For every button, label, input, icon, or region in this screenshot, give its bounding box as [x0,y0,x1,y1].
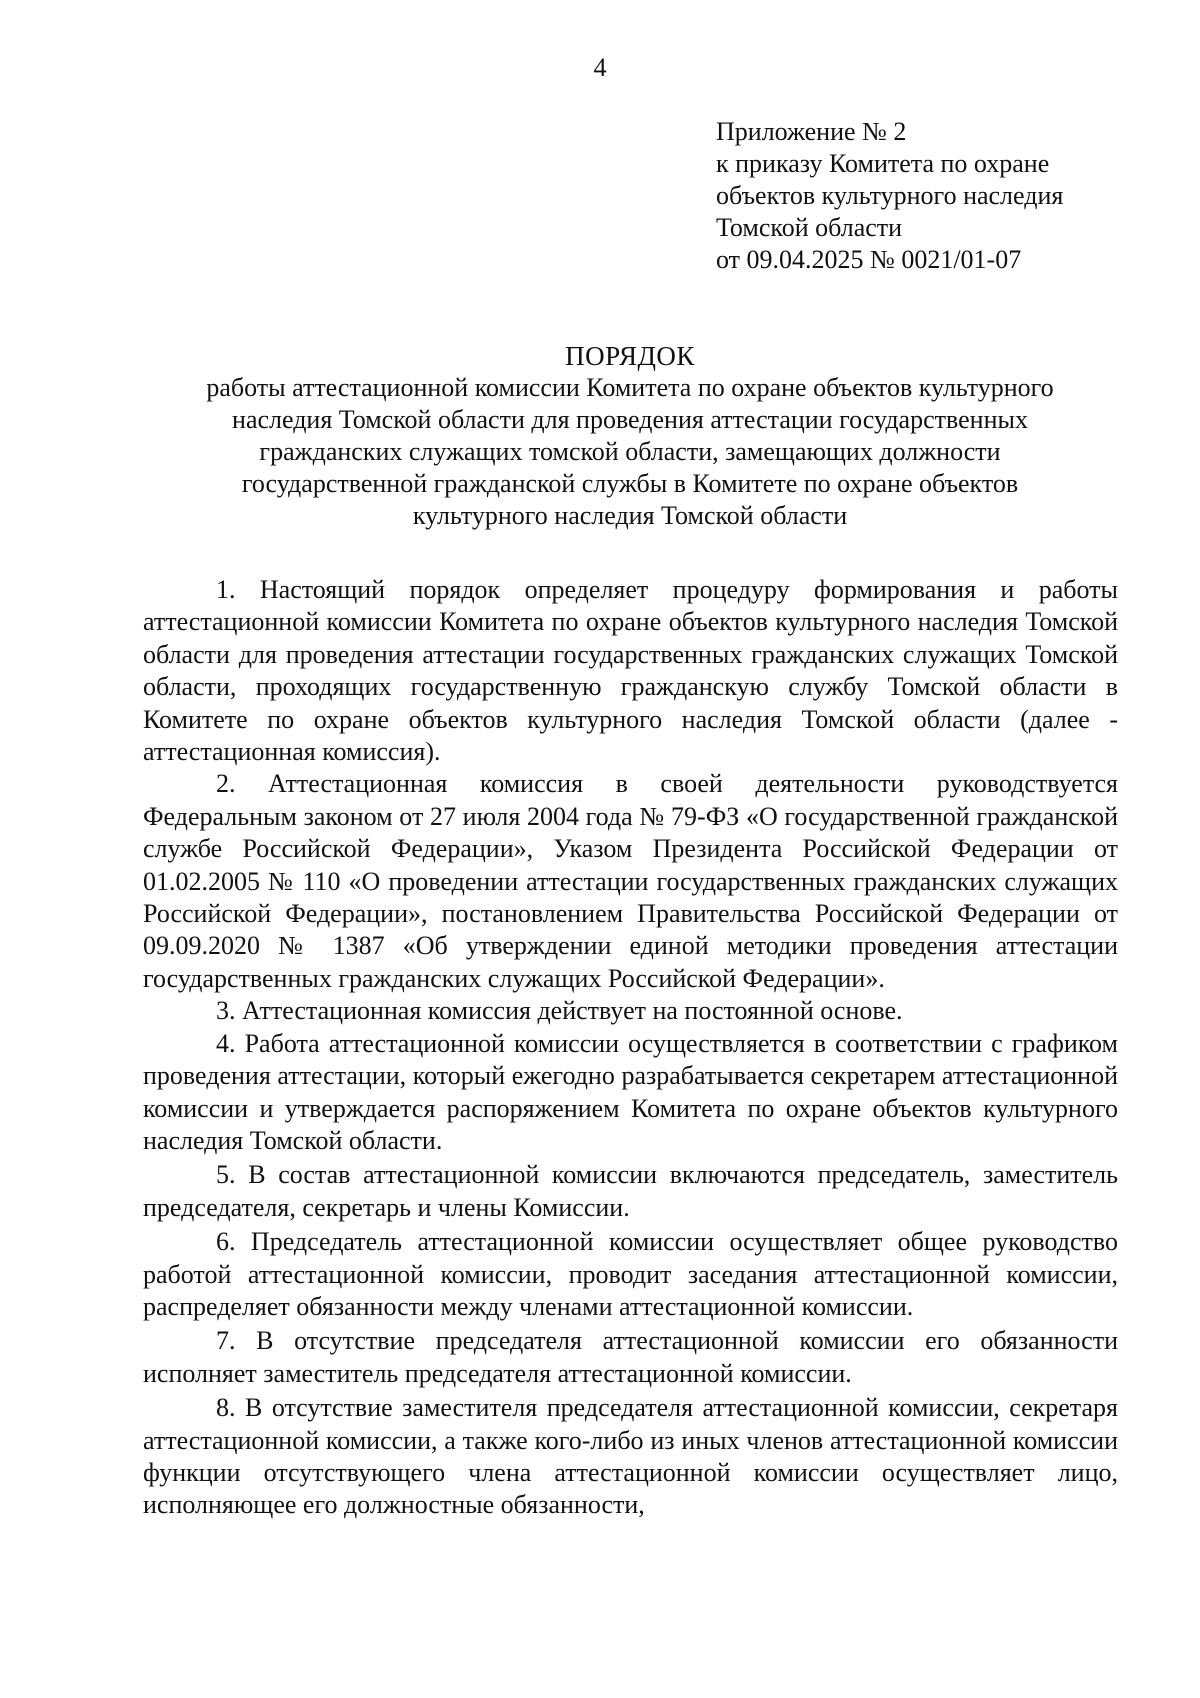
appendix-line: объектов культурного наследия [716,181,1064,210]
document-subtitle-line: наследия Томской области для проведения аттестации государственных [232,405,1028,434]
appendix-line: к приказу Комитета по охране [716,149,1050,178]
paragraph-3: 3. Аттестационная комиссия действует на постоянной основе. [216,996,903,1026]
paragraph-4: 4. Работа аттестационной комиссии осуществляется в соответствии с графиком проведения аттестации, который ежегодно разрабатывается секретарем аттестационной комиссии и утверждается распоряжением Комитета по охране объектов культурного наследия Томской области. [143,1028,1118,1155]
document-subtitle-line: гражданских служащих томской области, замещающих должности [259,437,1001,466]
paragraph-6: 6. Председатель аттестационной комиссии осуществляет общее руководство работой аттестационной комиссии, проводит заседания аттестационной комиссии, распределяет обязанности между членами аттестационной комиссии. [143,1227,1118,1321]
paragraph-5: 5. В состав аттестационной комиссии включаются председатель, заместитель председателя, секретарь и члены Комиссии. [143,1160,1118,1222]
paragraph-2: 2. Аттестационная комиссия в своей деятельности руководствуется Федеральным законом от 27 июля 2004 года № 79-ФЗ «О государственной гражданской службе Российской Федерации», Указом Президента Российской Федерации от 01.02.2005 № 110 «О проведении аттестации государственных гражданских служащих Российской Федерации», постановлением Правительства Российской Федерации от 09.09.2020 № 1387 «Об утверждении единой методики проведения аттестации государственных гражданских служащих Российской Федерации». [143,769,1118,993]
page-number: 4 [593,53,607,82]
paragraph-8: 8. В отсутствие заместителя председателя аттестационной комиссии, секретаря аттестационной комиссии, а также кого-либо из иных членов аттестационной комиссии функции отсутствующего члена аттестационной комиссии осуществляет лицо, исполняющее его должностные обязанности, [143,1393,1118,1520]
document-body [143,574,1118,1522]
appendix-line: от 09.04.2025 № 0021/01-07 [716,245,1022,274]
appendix-block [716,116,1176,276]
paragraph-7: 7. В отсутствие председателя аттестационной комиссии его обязанности исполняет заместитель председателя аттестационной комиссии. [143,1326,1118,1388]
appendix-line: Томской области [716,213,903,242]
document-subtitle-line: культурного наследия Томской области [412,501,848,530]
appendix-line: Приложение № 2 [716,117,907,146]
document-subtitle-line: работы аттестационной комиссии Комитета по охране объектов культурного [206,373,1054,402]
paragraph-1: 1. Настоящий порядок определяет процедуру формирования и работы аттестационной комиссии Комитета по охране объектов культурного наследия Томской области для проведения аттестации государственных гражданских служащих Томской области, проходящих государственную гражданскую службу Томской области в Комитете по охране объектов культурного наследия Томской области (далее - аттестационная комиссия). [143,575,1118,767]
document-title-block [140,340,1120,532]
document-subtitle-line: государственной гражданской службы в Комитете по охране объектов [241,469,1019,498]
document-heading: ПОРЯДОК [565,341,695,371]
